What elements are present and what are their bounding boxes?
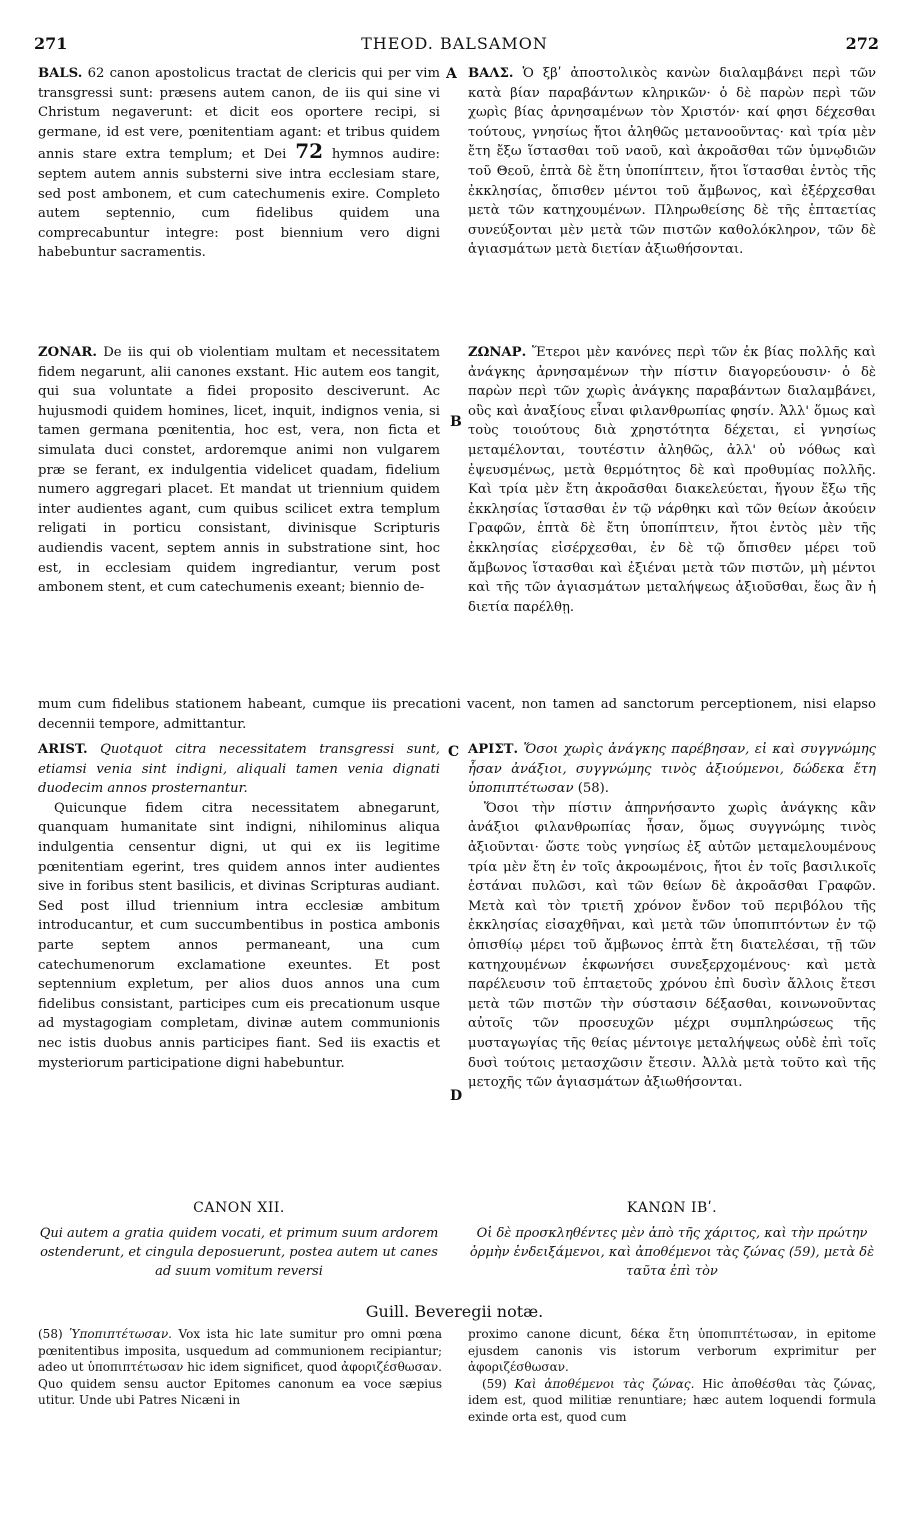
note-59-lemma: Καὶ ἀποθέμενοι τὰς ζώνας. — [514, 1376, 695, 1391]
page-header — [0, 34, 909, 58]
page-number-right: 272 — [845, 34, 879, 53]
note-59-number: (59) — [482, 1376, 507, 1391]
zonar-latin-continuation: mum cum fidelibus stationem habeant, cumque iis precationi vacent, non tamen ad sanctorum perceptionem, nisi elapso decennii tempore, admittantur. — [38, 697, 876, 732]
right-arist-block — [468, 740, 876, 1093]
arist-text-latin: Quicunque fidem citra necessitatem abnegarunt, quanquam humanitate sint indigni, nihilominus aliqua indulgentia censentur digni, ut qui ex iis legitime pœnitentiam egerint, tres quidem annos inter audientes sive in foribus stent basilicis, et divinas Scripturas audiant. Sed post illud triennium intra ecclesiæ ambitum introducantur, et cum succumbentibus in postica ambonis parte septem annos permaneant, una cum catechumenorum exclamatione exeuntes. Et post septennium expletum, per alios duos annos una cum fidelibus consistant, participes cum eis precationum usque ad mystagogiam completam, divinæ autem communionis nec istis duobus annis participes fiant. Sed iis exactis et mysteriorum participatione digni habebuntur. — [38, 800, 440, 1071]
page-number-left: 271 — [34, 34, 68, 53]
note-58-lemma: Ὑποπιπτέτωσαν. — [69, 1327, 172, 1341]
arist-summary-latin: Quotquot citra necessitatem transgressi sunt, etiamsi venia sint indigni, aliquali tamen venia dignati duodecim annos prosternantur. — [38, 742, 440, 797]
margin-letter-b: B — [450, 414, 462, 430]
bals-label-greek: ΒΑΛΣ. — [468, 66, 514, 81]
canon-heading-latin: CANON XII. — [193, 1200, 285, 1216]
column-marker-72: 72 — [295, 139, 324, 164]
note-58-continuation — [468, 1326, 876, 1426]
arist-summary-greek: Ὅσοι χωρὶς ἀνάγκης παρέβησαν, εἰ καὶ συγγνώμης ἦσαν ἀνάξιοι, συγγνώμης τινὸς ἀξιούμενοι, δώδεκα ἔτη ὑποπιπτέτωσαν — [468, 742, 876, 797]
zonar-label-latin: ZONAR. — [38, 345, 97, 360]
note-58 — [38, 1326, 442, 1409]
canon-heading-greek: ΚΑΝΩΝ ΙΒʹ. — [626, 1200, 718, 1216]
margin-letter-d: D — [450, 1088, 463, 1104]
zonar-label-greek: ΖΩΝΑΡ. — [468, 345, 527, 360]
zonar-text-greek: Ἕτεροι μὲν κανόνες περὶ τῶν ἐκ βίας πολλῆς καὶ ἀνάγκης ἀρνησαμένων τὴν πίστιν διαγορεύουσιν· ὁ δὲ παρὼν περὶ τῶν χωρὶς ἀνάγκης παραβάντων διαλαμβάνει, οὓς καὶ ἀναξίους εἶναι φιλανθρωπίας φησίν. Ἀλλ' ὅμως καὶ τοὺς τοιούτους διὰ χρηστότητα δέχεται, εἰ γνησίως μεταμέλονται, τουτέστιν ἀληθῶς, ἀλλ' οὐ νόθως καὶ ἐψευσμένως, μετὰ θερμότητος δὲ καὶ προθυμίας πολλῆς. Καὶ τρία μὲν ἔτη ἀκροᾶσθαι διακελεύεται, ἤγουν ἔξω τῆς ἐκκλησίας ἵστασθαι ἐν τῷ νάρθηκι καὶ τῶν θείων ἀκούειν Γραφῶν, ἑπτὰ δὲ ἔτη ὑποπίπτειν, ἤτοι ἐντὸς μὲν τῆς ἐκκλησίας εἰσέρχεσθαι, ἐν δὲ τῷ ὄπισθεν μέρει τοῦ ἄμβωνος ἵστασθαι καὶ ἐξιέναι μετὰ τῶν πιστῶν, μὴ μέντοι καὶ τῆς τῶν ἁγιασμάτων μεταλήψεως ἀξιοῦσθαι, ἕως ἂν ἡ διετία παρέλθῃ. — [468, 345, 876, 615]
note-59-text: Hic ἀποθέσθαι τὰς ζώνας, idem est, quod militiæ renuntiare; hæc autem loquendi formula exinde orta est, quod cum — [468, 1376, 876, 1424]
left-bals-block — [38, 64, 440, 263]
note-ref-58: (58). — [577, 781, 609, 797]
note-58-text: Vox ista hic late sumitur pro omni pœna pœnitentibus imposita, usquedum ad communionem recipiantur; adeo ut ὑποπιπτέτωσαν hic idem significet, quod ἀφοριζέσθωσαν. Quo quidem sensu auctor Epitomes canonum ea voce sæpius utitur. Unde ubi Patres Nicæni in — [38, 1327, 442, 1408]
arist-text-greek: Ὅσοι τὴν πίστιν ἀπηρνήσαντο χωρὶς ἀνάγκης κἂν ἀνάξιοι φιλανθρωπίας ἦσαν, ὅμως συγγνώμης τινὸς ἀξιοῦνται· ὥστε τοὺς γνησίως ἐξ αὐτῶν μεταμελουμένους τρία μὲν ἔτη ἐν τοῖς ἀκροωμένοις, ἤτοι ἐν τοῖς βασιλικοῖς ἑστάναι πυλῶσι, καὶ τῶν θείων δὲ ἀκροᾶσθαι Γραφῶν. Μετὰ καὶ τὸν τριετῆ χρόνον ἔνδον τοῦ περιβόλου τῆς ἐκκλησίας εἰσαχθῆναι, καὶ μετὰ τῶν ὑποπιπτόντων ἐν τῷ ὀπισθίῳ μέρει τοῦ ἄμβωνος ἑπτὰ ἔτη διατελέσαι, τῇ τῶν κατηχουμένων ἐκφωνήσει συνεξερχομένους· καὶ μετὰ παρέλευσιν τοῦ ἑπταετοῦς χρόνου ἐπὶ δυσὶν ἄλλοις ἔτεσι μετὰ τῶν πιστῶν τὴν σύστασιν δέξασθαι, κοινωνοῦντας αὐτοῖς τῶν προσευχῶν μέχρι συμπληρώσεως τῆς μυσταγωγίας τῆς θείας μέντοιγε μεταλήψεως οὐδὲ ἐπὶ τοῖς δυσὶ τούτοις μετασχῶσιν ἔτεσιν. Ἀλλὰ μετὰ τοῦτο καὶ τῆς μετοχῆς τῶν ἁγιασμάτων ἀξιωθήσονται. — [468, 800, 876, 1091]
running-title: THEOD. BALSAMON — [361, 34, 548, 53]
zonar-text-latin: De iis qui ob violentiam multam et necessitatem fidem negarunt, alii canones exstant. Hic autem eos tangit, qui sua voluntate a fidei proposito desciverunt. Ac hujusmodi quidem homines, licet, inquit, indignos venia, si tamen germana pœnitentia, hoc est, vera, non ficta et simulata duci constet, ardoremque animi non vulgarem præ se ferant, ex indulgentia videlicet quadam, fidelium numero aggregari placet. Et mandat ut triennium quidem inter audientes agant, cum quibus scilicet extra templum religati in porticu consistant, divinisque Scripturis audiendis vacent, septem annis in substratione sint, hoc est, in ecclesiam quidem ingrediantur, verum post ambonem stent, et cum catechumenis exeant; biennio de- — [38, 345, 440, 596]
margin-letter-c: C — [448, 744, 460, 760]
margin-letter-a: A — [446, 66, 457, 82]
note-59 — [468, 1376, 876, 1426]
left-zonar-block — [38, 343, 440, 598]
bals-text-greek: Ὁ ξβʹ ἀποστολικὸς κανὼν διαλαμβάνει περὶ τῶν κατὰ βίαν παραβάντων κληρικῶν· ὁ δὲ παρὼν περὶ τῶν χωρὶς βίας ἀρνησαμένων τὸν Χριστόν· καί φησι δέχεσθαι τούτους, γνησίως ἤτοι ἀληθῶς μετανοοῦντας· καὶ τρία μὲν ἔτη ἔξω ἵστασθαι τοῦ ναοῦ, καὶ ἀκροᾶσθαι τῶν ὑμνῳδιῶν τοῦ Θεοῦ, ἑπτὰ δὲ ἔτη ὑποπίπτειν, ἤτοι ἵστασθαι ἐντὸς τῆς ἐκκλησίας, ὄπισθεν μέντοι τοῦ ἄμβωνος, καὶ ἐξέρχεσθαι μετὰ τῶν κατηχουμένων. Πληρωθείσης δὲ τῆς ἑπταετίας συνεύξονται μὲν μετὰ τῶν πιστῶν καθολόκληρον, τῶν δὲ ἁγιασμάτων μετὰ διετίαν ἀξιωθήσονται. — [468, 66, 876, 258]
canon-text-greek: Οἱ δὲ προσκληθέντες μὲν ἀπὸ τῆς χάριτος, καὶ τὴν πρώτην ὁρμὴν ἐνδειξάμενοι, καὶ ἀποθέμενοι τὰς ζώνας (59), μετὰ δὲ ταῦτα ἐπὶ τὸν — [469, 1226, 875, 1279]
left-arist-block — [38, 740, 440, 1073]
canon-text-latin: Qui autem a gratia quidem vocati, et primum suum ardorem ostenderunt, et cingula deposuerunt, postea autem ut canes ad suum vomitum reversi — [39, 1226, 439, 1279]
notes-heading: Guill. Beveregii notæ. — [365, 1302, 544, 1321]
arist-label-greek: ΑΡΙΣΤ. — [468, 742, 519, 757]
arist-label-latin: ARIST. — [38, 742, 88, 757]
bals-text-latin-1: 62 canon apostolicus tractat de clericis qui per vim transgressi sunt: præsens autem canon, de iis qui sine vi Christum negaverunt: et dicit eos oportere recipi, si germane, id est vere, pœnitentiam agant: et tribus quidem annis stare extra templum; et Dei — [38, 66, 440, 163]
bals-text-latin-2: hymnos audire: septem autem annis substerni sive intra ecclesiam stare, sed post ambonem, et cum catechumenis exire. Completo autem septennio, cum fidelibus quidem una comprecabuntur integre: post biennium vero digni habebuntur sacramentis. — [38, 147, 440, 261]
right-zonar-block — [468, 343, 876, 617]
note-58-continuation-text: proximo canone dicunt, δέκα ἔτη ὑποπιπτέτωσαν, in epitome ejusdem canonis vis istorum verborum exprimitur per ἀφοριζέσθωσαν. — [468, 1327, 876, 1375]
note-58-number: (58) — [38, 1327, 63, 1341]
bals-label-latin: BALS. — [38, 66, 83, 81]
right-bals-block — [468, 64, 876, 260]
